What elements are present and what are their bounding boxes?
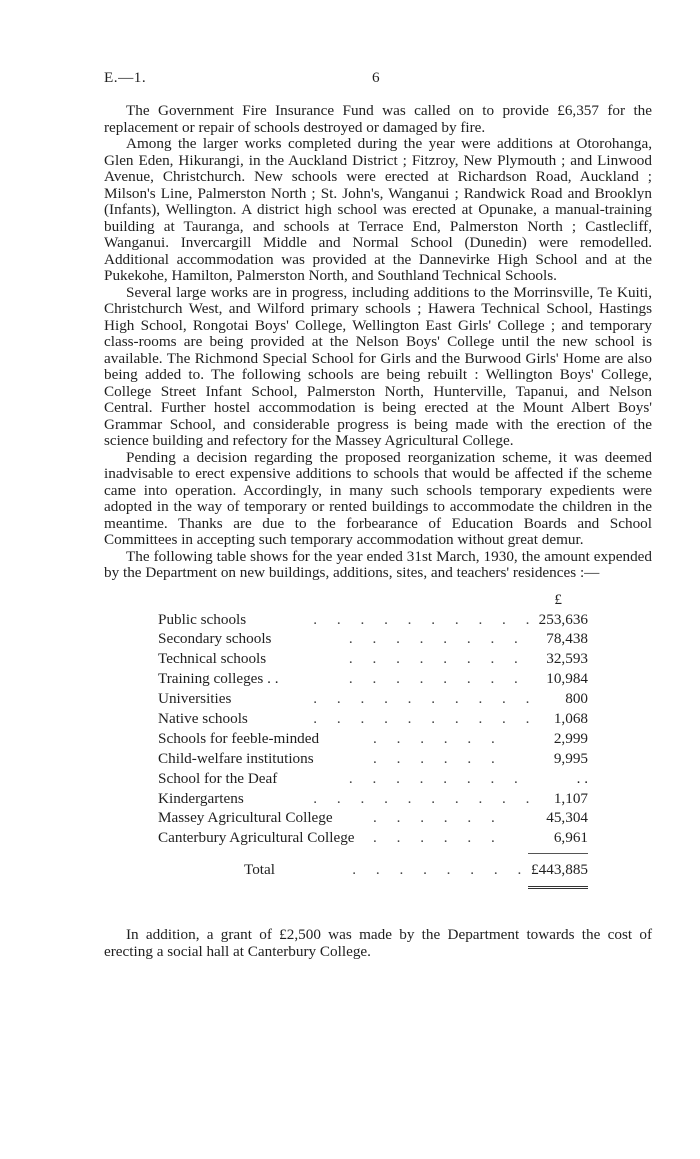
- expenditure-table: [158, 592, 588, 890]
- table-row: [158, 631, 588, 651]
- row-label: Secondary schools: [158, 630, 272, 648]
- paragraph-reorganization: Pending a decision regarding the proposed reorganization scheme, it was deemed inadvisable to erect expensive additions to schools that would be affected if the scheme came into operation. Accordingly, in many such schools temporary expedients were adopted in the way of temporary or rented buildings to accommodate the children in the meantime. Thanks are due to the forbearance of Education Boards and School Committees in accepting such temporary accommodation without great demur.: [104, 448, 652, 548]
- leader-dots: . . . . . . . . . .: [313, 610, 538, 628]
- leader-dots: . . . . . . . .: [348, 670, 526, 688]
- row-label: Child-welfare institutions: [158, 749, 314, 767]
- leader-dots: . . . . . .: [373, 729, 503, 747]
- table-row: [158, 612, 588, 632]
- row-value: 1,068: [553, 709, 588, 727]
- row-label: Native schools: [158, 709, 248, 727]
- row-label: Kindergartens: [158, 789, 244, 807]
- row-label: Public schools: [158, 610, 247, 628]
- row-value: 9,995: [553, 749, 588, 767]
- row-label: Universities: [158, 690, 232, 708]
- table-row: [158, 671, 588, 691]
- leader-dots: . . . . . . . . . .: [313, 709, 538, 727]
- row-label: Schools for feeble-minded: [158, 729, 320, 747]
- row-label: Massey Agricultural College: [158, 809, 333, 827]
- row-label: Technical schools: [158, 650, 267, 668]
- leader-dots: . . . . . . . .: [348, 769, 526, 787]
- paragraph-grant: In addition, a grant of £2,500 was made by the Department towards the cost of erecting a social hall at Canterbury College.: [104, 926, 652, 960]
- paragraph-fire-insurance: The Government Fire Insurance Fund was called on to provide £6,357 for the replacement or repair of schools destroyed or damaged by fire.: [104, 102, 652, 136]
- row-value: 45,304: [546, 809, 588, 827]
- row-label: School for the Deaf: [158, 769, 278, 787]
- page-body: [104, 103, 652, 960]
- leader-dots: . . . . . . . . . .: [313, 690, 538, 708]
- leader-dots: . . . . . . . .: [348, 650, 526, 668]
- row-value: 6,961: [553, 829, 588, 847]
- total-label: Total: [244, 861, 275, 879]
- row-value: 253,636: [538, 610, 588, 628]
- leader-dots: . . . . . .: [373, 829, 503, 847]
- table-row: [158, 771, 588, 791]
- leader-dots: . . . . . .: [373, 809, 503, 827]
- leader-dots: . . . . . .: [373, 749, 503, 767]
- row-value: 800: [565, 690, 588, 708]
- row-value: 2,999: [553, 729, 588, 747]
- row-label: Training colleges . .: [158, 670, 279, 688]
- row-value: 32,593: [546, 650, 588, 668]
- row-value: 78,438: [546, 630, 588, 648]
- table-row: [158, 830, 588, 850]
- total-double-rule: [528, 886, 588, 889]
- page-number: 6: [372, 69, 380, 86]
- table-row: [158, 651, 588, 671]
- leader-dots: . . . . . . . .: [352, 861, 530, 879]
- currency-header: £: [554, 590, 562, 608]
- table-row: [158, 751, 588, 771]
- table-row: [158, 731, 588, 751]
- paragraph-table-intro: The following table shows for the year ended 31st March, 1930, the amount expended by the Department on new buildings, additions, sites, and teachers' residences :—: [104, 547, 652, 581]
- leader-dots: . . . . . . . . . .: [313, 789, 538, 807]
- table-row: [158, 691, 588, 711]
- page-header: [104, 70, 652, 88]
- row-label: Canterbury Agricultural College: [158, 829, 355, 847]
- table-row: [158, 711, 588, 731]
- row-value: . .: [576, 769, 588, 787]
- report-reference: E.—1.: [104, 69, 147, 86]
- leader-dots: . . . . . . . .: [348, 630, 526, 648]
- subtotal-rule: [528, 853, 588, 854]
- total-row: [158, 862, 588, 882]
- paragraph-completed-works: Among the larger works completed during the year were additions at Otorohanga, Glen Eden, Hikurangi, in the Auckland District ; Fitzroy, New Plymouth ; and Linwood Avenue, Christchurch. New schools were erected at Richardson Road, Auckland ; Milson's Line, Palmerston North ; St. John's, Wanganui ; Randwick Road and Brooklyn (Infants), Wellington. A district high school was erected at Opunake, a manual-training building at Tauranga, and schools at Terrace End, Palmerston North ; Castlecliff, Wanganui. Invercargill Middle and Normal School (Dunedin) were remodelled. Additional accommodation was provided at the Dannevirke High School and at the Pukekohe, Hamilton, Palmerston North, and Southland Technical Schools.: [104, 135, 652, 284]
- row-value: 10,984: [546, 670, 588, 688]
- table-row: [158, 810, 588, 830]
- table-row: [158, 791, 588, 811]
- total-value: £443,885: [531, 861, 588, 879]
- paragraph-works-in-progress: Several large works are in progress, including additions to the Morrinsville, Te Kuiti, Christchurch West, and Wilford primary schools ; Hawera Technical School, Hastings High School, Rongotai Boys' College, Wellington East Girls' College ; and temporary class-rooms are being provided at the Nelson Boys' College until the new school is available. The Richmond Special School for Girls and the Burwood Girls' Home are also being added to. The following schools are being rebuilt : Wellington Boys' College, College Street Infant School, Palmerston North, Hunterville, Tapanui, and Nelson Central. Further hostel accommodation is being erected at the Mount Albert Boys' Grammar School, and considerable progress is being made with the erection of the science building and refectory for the Massey Agricultural College.: [104, 283, 652, 449]
- row-value: 1,107: [553, 789, 588, 807]
